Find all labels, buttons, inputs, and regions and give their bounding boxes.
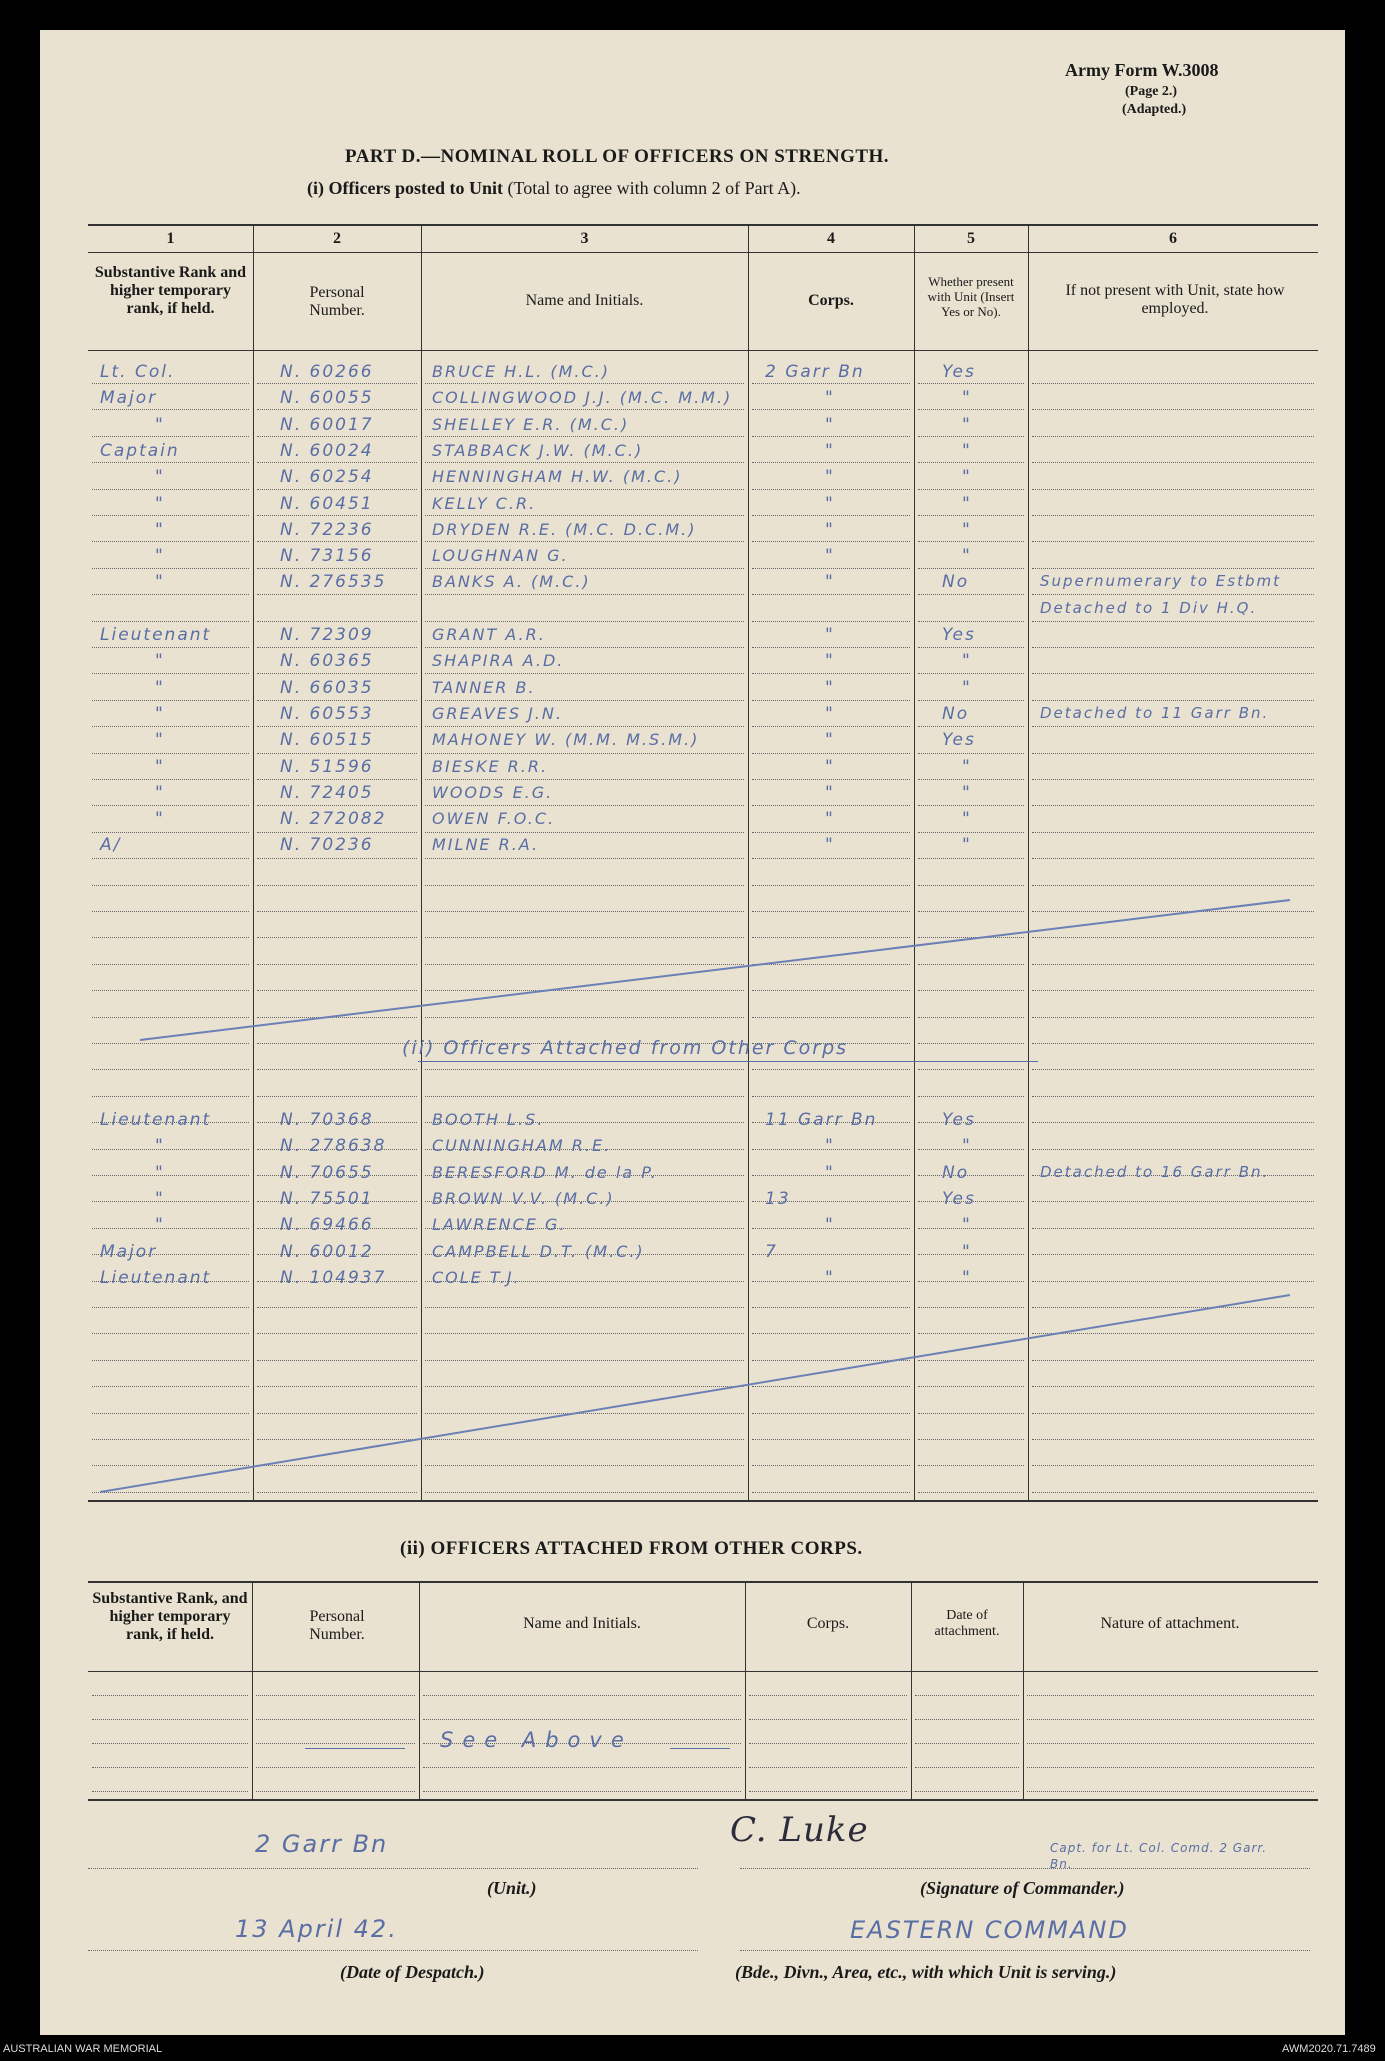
signature-label: (Signature of Commander.)	[920, 1878, 1125, 1898]
name-cell: GRANT A.R.	[432, 625, 546, 644]
table2-col-divider	[911, 1581, 912, 1801]
corps-cell: "	[825, 730, 835, 751]
name-cell: BROWN V.V. (M.C.)	[432, 1188, 615, 1208]
table2-top-rule	[88, 1581, 1318, 1583]
rank-cell: "	[155, 519, 165, 540]
corps-cell: "	[825, 467, 835, 488]
corps-cell: "	[825, 1136, 835, 1157]
signature-note: Capt. for Lt. Col. Comd. 2 Garr. Bn.	[1050, 1841, 1268, 1871]
cancel-strokes	[40, 30, 1345, 2035]
corps-cell: "	[825, 835, 835, 856]
rank-cell: "	[155, 1162, 165, 1183]
present-cell: "	[962, 1241, 972, 1262]
number-cell: N. 60451	[280, 493, 374, 514]
name-cell: TANNER B.	[432, 677, 536, 697]
corps-cell: "	[825, 546, 835, 567]
rank-cell: "	[155, 546, 165, 567]
name-cell: BIESKE R.R.	[432, 756, 549, 776]
name-cell: BRUCE H.L. (M.C.)	[432, 362, 611, 381]
col-number-6: 6	[1169, 230, 1177, 247]
corps-cell: "	[825, 414, 835, 435]
table2-header-nature: Nature of attachment.	[1100, 1615, 1240, 1632]
name-cell: BOOTH L.S.	[432, 1110, 545, 1129]
ruled-line	[423, 1719, 741, 1720]
present-cell: "	[962, 835, 972, 856]
name-cell: OWEN F.O.C.	[432, 809, 556, 829]
number-cell: N. 75501	[280, 1188, 374, 1209]
header-present: Whether present with Unit (Insert Yes or No).	[927, 274, 1015, 319]
see-above-note: See Above	[440, 1728, 633, 1752]
rank-cell: Major	[100, 1241, 158, 1262]
name-cell: STABBACK J.W. (M.C.)	[432, 440, 644, 460]
col-number-1: 1	[166, 230, 175, 247]
employed-cell: Detached to 16 Garr Bn.	[1040, 1162, 1270, 1181]
number-cell: N. 276535	[280, 572, 387, 593]
ruled-line	[915, 1743, 1019, 1744]
employed-cell: Detached to 11 Garr Bn.	[1040, 703, 1270, 722]
corps-cell: "	[825, 809, 835, 830]
corps-cell: "	[825, 519, 835, 540]
present-cell: "	[962, 493, 972, 514]
ruled-line	[92, 1743, 248, 1744]
present-cell: Yes	[942, 1188, 976, 1209]
present-cell: "	[962, 756, 972, 777]
col-number-4: 4	[827, 230, 835, 247]
ruled-line	[749, 1719, 907, 1720]
table2-col-divider	[419, 1581, 420, 1801]
present-cell: No	[942, 572, 970, 593]
present-cell: "	[962, 440, 972, 461]
name-cell: MAHONEY W. (M.M. M.S.M.)	[432, 730, 700, 750]
ruled-line	[256, 1719, 415, 1720]
table2-col-divider	[745, 1581, 746, 1801]
present-cell: "	[962, 414, 972, 435]
name-cell: WOODS E.G.	[432, 782, 554, 802]
header-name: Name and Initials.	[525, 292, 644, 309]
corps-cell: "	[825, 782, 835, 803]
number-cell: N. 60515	[280, 730, 374, 751]
number-cell: N. 70368	[280, 1110, 374, 1130]
present-cell: "	[962, 1215, 972, 1236]
corps-cell: 7	[765, 1241, 778, 1262]
number-cell: N. 60254	[280, 467, 374, 488]
number-cell: N. 66035	[280, 677, 374, 698]
name-cell: BANKS A. (M.C.)	[432, 572, 591, 592]
rank-cell: "	[155, 703, 165, 724]
corps-cell: "	[825, 1162, 835, 1183]
col-number-2: 2	[333, 230, 341, 247]
footer-left: AUSTRALIAN WAR MEMORIAL	[3, 2043, 163, 2055]
number-cell: N. 72309	[280, 625, 374, 645]
form-page	[40, 30, 1345, 2035]
employed-cell: Detached to 1 Div H.Q.	[1040, 598, 1258, 617]
date-label: (Date of Despatch.)	[340, 1962, 485, 1982]
ruled-line	[423, 1791, 741, 1792]
name-cell: LAWRENCE G.	[432, 1215, 567, 1235]
ruled-line	[915, 1719, 1019, 1720]
name-cell: COLE T.J.	[432, 1267, 521, 1287]
corps-cell: "	[825, 651, 835, 672]
rank-cell: "	[155, 756, 165, 777]
ruled-line	[256, 1767, 415, 1768]
rank-cell: "	[155, 467, 165, 488]
number-cell: N. 60365	[280, 651, 374, 672]
number-cell: N. 104937	[280, 1267, 387, 1288]
ruled-line	[1027, 1767, 1314, 1768]
subtitle-bold: (i) Officers posted to Unit	[307, 178, 503, 198]
ruled-line	[92, 1695, 248, 1696]
rank-cell: A/	[100, 835, 122, 856]
rank-cell: "	[155, 1215, 165, 1236]
cancel-stroke-lower	[100, 1295, 1290, 1492]
number-cell: N. 73156	[280, 546, 374, 567]
rank-cell: "	[155, 1188, 165, 1209]
ruled-line	[256, 1743, 415, 1744]
ruled-line	[92, 1767, 248, 1768]
cancel-stroke-upper	[140, 900, 1290, 1040]
formation-label: (Bde., Divn., Area, etc., with which Unit is serving.)	[735, 1962, 1117, 1982]
rank-cell: "	[155, 782, 165, 803]
col-number-3: 3	[580, 230, 589, 247]
number-cell: N. 72236	[280, 519, 374, 540]
header-rank: Substantive Rank and higher temporary rank, if held.	[94, 264, 247, 317]
present-cell: Yes	[942, 1110, 976, 1130]
table2-header-rule	[88, 1671, 1318, 1672]
rank-cell: Lieutenant	[100, 1110, 212, 1130]
number-cell: N. 272082	[280, 809, 387, 830]
rank-cell: Lieutenant	[100, 625, 212, 645]
number-cell: N. 70655	[280, 1162, 374, 1183]
corps-cell: "	[825, 756, 835, 777]
signature-mark: C. Luke	[730, 1810, 869, 1850]
corps-cell: "	[825, 440, 835, 461]
rank-cell: Lt. Col.	[100, 362, 176, 382]
form-id: Army Form W.3008	[1065, 60, 1219, 80]
col-number-5: 5	[967, 230, 975, 247]
ruled-line	[1027, 1791, 1314, 1792]
ruled-line	[92, 1791, 248, 1792]
table2-bottom-rule	[88, 1799, 1318, 1801]
ruled-line	[749, 1695, 907, 1696]
corps-cell: "	[825, 1215, 835, 1236]
name-cell: SHAPIRA A.D.	[432, 651, 565, 671]
rank-cell: "	[155, 809, 165, 830]
corps-cell: "	[825, 493, 835, 514]
present-cell: "	[962, 677, 972, 698]
ruled-line	[749, 1767, 907, 1768]
number-cell: N. 60024	[280, 440, 374, 461]
corps-cell: "	[825, 625, 835, 645]
name-cell: CAMPBELL D.T. (M.C.)	[432, 1241, 645, 1261]
present-cell: Yes	[942, 362, 976, 382]
present-cell: "	[962, 782, 972, 803]
corps-cell: "	[825, 677, 835, 698]
ruled-line	[1027, 1743, 1314, 1744]
ruled-line	[915, 1791, 1019, 1792]
present-cell: No	[942, 703, 970, 724]
name-cell: GREAVES J.N.	[432, 703, 563, 723]
date-line	[88, 1950, 698, 1951]
ruled-line	[1027, 1719, 1314, 1720]
name-cell: LOUGHNAN G.	[432, 546, 569, 566]
ruled-line	[1027, 1695, 1314, 1696]
rank-cell: "	[155, 493, 165, 514]
name-cell: SHELLEY E.R. (M.C.)	[432, 414, 630, 434]
ruled-line	[92, 1719, 248, 1720]
name-cell: DRYDEN R.E. (M.C. D.C.M.)	[432, 519, 697, 539]
rank-cell: "	[155, 651, 165, 672]
ruled-line	[915, 1767, 1019, 1768]
formation-line	[740, 1950, 1310, 1951]
corps-cell: "	[825, 703, 835, 724]
ruled-line	[423, 1695, 741, 1696]
name-cell: KELLY C.R.	[432, 493, 537, 513]
table2-header-date: Date of attachment.	[934, 1608, 1000, 1639]
present-cell: "	[962, 809, 972, 830]
header-corps: Corps.	[808, 292, 854, 309]
table2-title: (ii) OFFICERS ATTACHED FROM OTHER CORPS.	[400, 1538, 863, 1559]
table2-col-divider	[252, 1581, 253, 1801]
despatch-date: 13 April 42.	[235, 1915, 398, 1943]
employed-cell: Supernumerary to Estbmt	[1040, 572, 1281, 591]
name-cell: COLLINGWOOD J.J. (M.C. M.M.)	[432, 388, 733, 408]
number-cell: N. 72405	[280, 782, 374, 803]
name-cell: BERESFORD M. de la P.	[432, 1162, 658, 1182]
unit-value: 2 Garr Bn	[255, 1830, 389, 1858]
present-cell: "	[962, 651, 972, 672]
corps-cell: 13	[765, 1188, 791, 1209]
form-adapted: (Adapted.)	[1122, 102, 1187, 117]
present-cell: "	[962, 1267, 972, 1288]
present-cell: Yes	[942, 625, 976, 645]
rank-cell: "	[155, 572, 165, 593]
number-cell: N. 60017	[280, 414, 374, 435]
number-cell: N. 69466	[280, 1215, 374, 1236]
present-cell: No	[942, 1162, 970, 1183]
table2-header-corps: Corps.	[806, 1615, 850, 1632]
present-cell: "	[962, 467, 972, 488]
rank-cell: "	[155, 677, 165, 698]
ruled-line	[915, 1695, 1019, 1696]
table2-header-rank: Substantive Rank, and higher temporary rank, if held.	[92, 1590, 248, 1643]
page-title: PART D.—NOMINAL ROLL OF OFFICERS ON STRENGTH.	[345, 146, 890, 167]
present-cell: Yes	[942, 730, 976, 751]
ruled-line	[749, 1791, 907, 1792]
table2-header-name: Name and Initials.	[523, 1615, 641, 1632]
present-cell: "	[962, 519, 972, 540]
see-above-dash-right	[670, 1748, 730, 1749]
name-cell: MILNE R.A.	[432, 835, 540, 855]
number-cell: N. 278638	[280, 1136, 387, 1157]
subtitle-rest: (Total to agree with column 2 of Part A).	[507, 178, 801, 198]
table2-col-divider	[1023, 1581, 1024, 1801]
corps-cell: 11 Garr Bn	[765, 1110, 878, 1130]
present-cell: "	[962, 546, 972, 567]
corps-cell: "	[825, 1267, 835, 1288]
header-employed: If not present with Unit, state how employed.	[1065, 282, 1285, 317]
form-page-number: (Page 2.)	[1125, 84, 1178, 99]
number-cell: N. 60055	[280, 388, 374, 409]
rank-cell: Major	[100, 388, 158, 409]
number-cell: N. 70236	[280, 835, 374, 856]
ruled-line	[423, 1767, 741, 1768]
ruled-line	[749, 1743, 907, 1744]
ruled-line	[256, 1791, 415, 1792]
number-cell: N. 51596	[280, 756, 374, 777]
rank-cell: "	[155, 414, 165, 435]
corps-cell: "	[825, 572, 835, 593]
rank-cell: Captain	[100, 440, 180, 461]
footer-right: AWM2020.71.7489	[1282, 2043, 1376, 2055]
number-cell: N. 60266	[280, 362, 374, 382]
see-above-dash-left	[305, 1748, 405, 1749]
signature-line	[740, 1868, 1310, 1869]
rank-cell: Lieutenant	[100, 1267, 212, 1288]
name-cell: HENNINGHAM H.W. (M.C.)	[432, 467, 683, 487]
header-personal-number: Personal Number.	[309, 284, 365, 319]
present-cell: "	[962, 388, 972, 409]
number-cell: N. 60553	[280, 703, 374, 724]
number-cell: N. 60012	[280, 1241, 374, 1262]
corps-cell: 2 Garr Bn	[765, 362, 865, 382]
unit-label: (Unit.)	[487, 1878, 537, 1898]
present-cell: "	[962, 1136, 972, 1157]
attached-section-heading: (ii) Officers Attached from Other Corps	[402, 1037, 849, 1059]
unit-line	[88, 1868, 698, 1869]
corps-cell: "	[825, 388, 835, 409]
formation-value: EASTERN COMMAND	[850, 1916, 1129, 1944]
rank-cell: "	[155, 1136, 165, 1157]
table2-header-personal-number: Personal Number.	[309, 1608, 365, 1643]
ruled-line	[256, 1695, 415, 1696]
rank-cell: "	[155, 730, 165, 751]
name-cell: CUNNINGHAM R.E.	[432, 1136, 612, 1156]
